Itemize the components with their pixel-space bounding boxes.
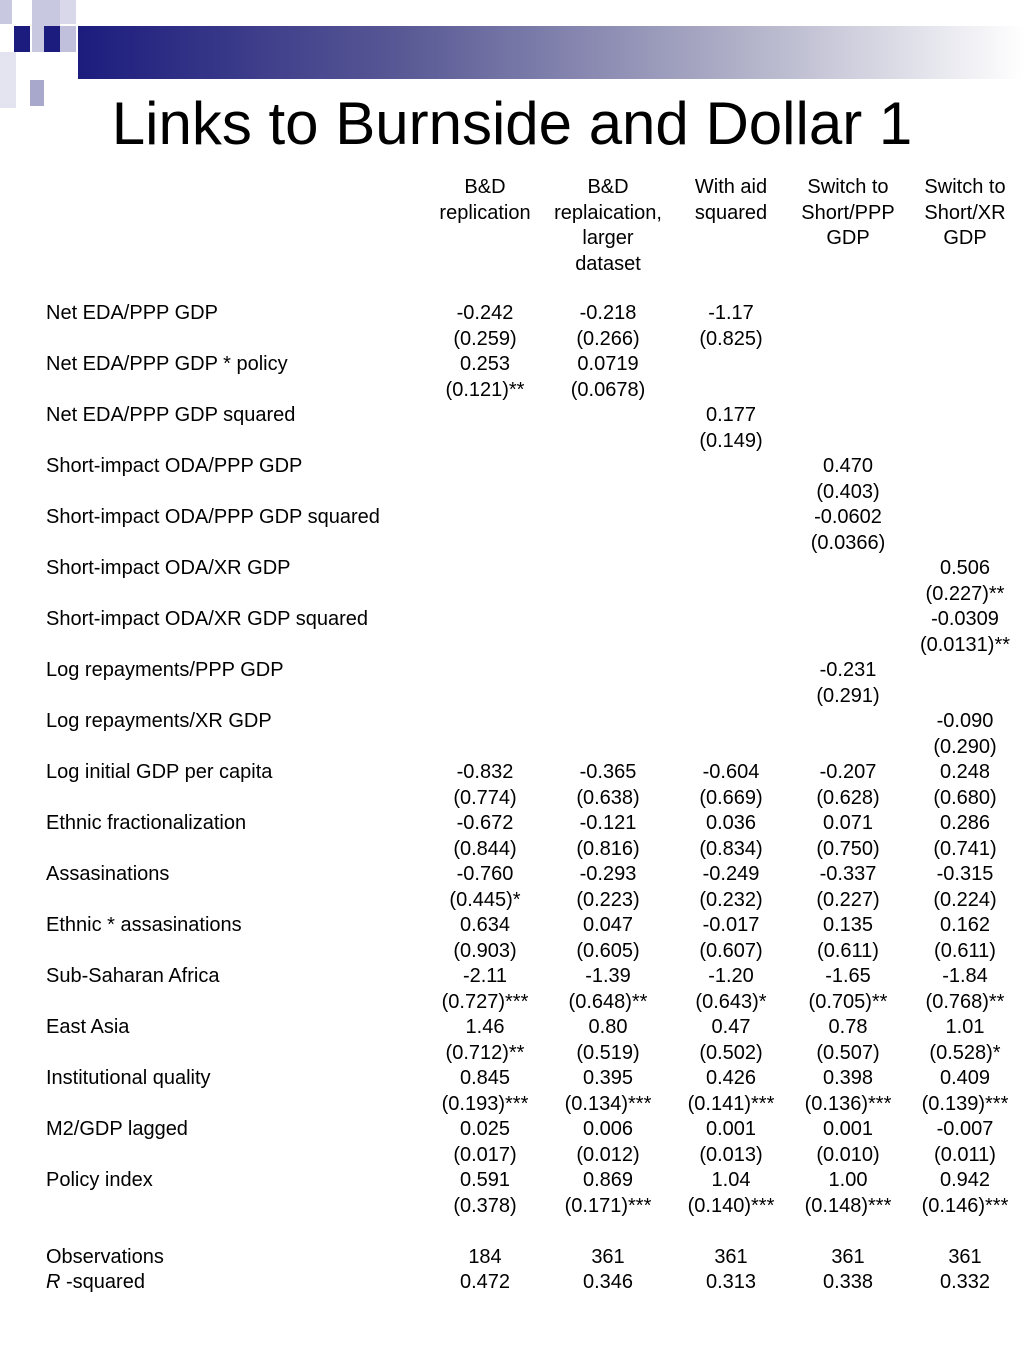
standard-error: (0.712)** (445, 1041, 525, 1064)
standard-error: (0.816) (576, 837, 640, 860)
row-label: Log repayments/XR GDP (46, 710, 272, 732)
standard-error: (0.0131)** (919, 633, 1011, 656)
coefficient-value: -0.121 (579, 812, 637, 834)
standard-error: (0.774) (453, 786, 517, 809)
coefficient-value: -1.17 (708, 302, 754, 324)
coefficient-value: 0.506 (939, 557, 991, 579)
coefficient-value: 0.395 (582, 1067, 634, 1089)
row-label: Log initial GDP per capita (46, 761, 273, 783)
standard-error: (0.750) (816, 837, 880, 860)
r-symbol: R (46, 1271, 61, 1293)
footer-value: 184 (468, 1245, 502, 1268)
deco-square (0, 0, 12, 24)
row-label: Short-impact ODA/XR GDP squared (46, 608, 368, 630)
standard-error: (0.141)*** (687, 1092, 775, 1115)
row-label: Short-impact ODA/XR GDP (46, 557, 291, 579)
column-header: With aid squared (694, 176, 768, 224)
standard-error: (0.903) (453, 939, 517, 962)
row-label: Net EDA/PPP GDP squared (46, 404, 296, 426)
row-label: Short-impact ODA/PPP GDP squared (46, 506, 380, 528)
coefficient-value: 0.426 (705, 1067, 757, 1089)
coefficient-value: -0.760 (456, 863, 514, 885)
standard-error: (0.011) (934, 1143, 996, 1166)
coefficient-value: 0.177 (705, 404, 757, 426)
coefficient-value: 0.942 (939, 1169, 991, 1191)
standard-error: (0.171)*** (564, 1194, 652, 1217)
standard-error: (0.638) (576, 786, 640, 809)
standard-error: (0.010) (816, 1143, 880, 1166)
column-header: B&D replication (439, 176, 531, 224)
footer-value: 361 (831, 1245, 865, 1268)
standard-error: (0.0678) (570, 378, 646, 401)
row-label: Ethnic * assasinations (46, 914, 242, 936)
coefficient-value: 0.253 (459, 353, 511, 375)
standard-error: (0.013) (699, 1143, 763, 1166)
standard-error: (0.528)* (929, 1041, 1001, 1064)
standard-error: (0.121)** (445, 378, 525, 401)
coefficient-value: -1.84 (942, 965, 988, 987)
coefficient-value: 0.001 (705, 1118, 757, 1140)
standard-error: (0.227) (816, 888, 880, 911)
standard-error: (0.227)** (925, 582, 1005, 605)
footer-value: 0.338 (822, 1271, 874, 1293)
standard-error: (0.140)*** (687, 1194, 775, 1217)
standard-error: (0.611) (817, 939, 879, 962)
coefficient-value: 0.869 (582, 1169, 634, 1191)
coefficient-value: 0.845 (459, 1067, 511, 1089)
coefficient-value: -0.207 (819, 761, 877, 783)
coefficient-value: 0.0719 (577, 353, 639, 375)
slide-title: Links to Burnside and Dollar 1 (111, 90, 913, 157)
coefficient-value: 0.409 (939, 1067, 991, 1089)
coefficient-value: 0.001 (822, 1118, 874, 1140)
column-header: B&D replaication, larger dataset (554, 176, 662, 275)
coefficient-value: -0.337 (819, 863, 877, 885)
standard-error: (0.669) (699, 786, 763, 809)
row-label: Short-impact ODA/PPP GDP (46, 455, 303, 477)
coefficient-value: 0.248 (939, 761, 991, 783)
coefficient-value: 0.78 (828, 1016, 868, 1038)
standard-error: (0.193)*** (441, 1092, 529, 1115)
column-header: Switch to Short/XR GDP (924, 176, 1006, 249)
standard-error: (0.134)*** (564, 1092, 652, 1115)
standard-error: (0.844) (453, 837, 517, 860)
row-label: Ethnic fractionalization (46, 812, 247, 834)
coefficient-value: -0.0602 (814, 506, 882, 528)
standard-error: (0.705)** (808, 990, 888, 1013)
standard-error: (0.502) (699, 1041, 763, 1064)
footer-value: 0.346 (582, 1271, 634, 1293)
footer-value: 0.313 (705, 1271, 757, 1293)
standard-error: (0.519) (576, 1041, 640, 1064)
row-label: East Asia (46, 1016, 130, 1038)
column-header: Switch to Short/PPP GDP (801, 176, 895, 249)
footer-value: 361 (591, 1245, 625, 1268)
coefficient-value: -0.090 (936, 710, 994, 732)
coefficient-value: 1.01 (945, 1016, 985, 1038)
standard-error: (0.223) (576, 888, 640, 911)
coefficient-value: 0.80 (588, 1016, 628, 1038)
standard-error: (0.136)*** (804, 1092, 892, 1115)
coefficient-value: -0.242 (456, 302, 514, 324)
coefficient-value: 0.47 (711, 1016, 751, 1038)
coefficient-value: -0.293 (579, 863, 637, 885)
standard-error: (0.0366) (810, 531, 886, 554)
header-gradient-bar (78, 26, 1024, 79)
standard-error: (0.012) (576, 1143, 640, 1166)
standard-error: (0.741) (933, 837, 997, 860)
coefficient-value: 0.006 (582, 1118, 634, 1140)
deco-square (60, 0, 76, 24)
standard-error: (0.648)** (568, 990, 648, 1013)
coefficient-value: -0.604 (702, 761, 760, 783)
standard-error: (0.148)*** (804, 1194, 892, 1217)
deco-square (60, 26, 76, 52)
footer-label: Observations (46, 1245, 164, 1268)
standard-error: (0.146)*** (921, 1194, 1009, 1217)
coefficient-value: 0.047 (582, 914, 634, 936)
footer-label: R -squared (46, 1271, 145, 1293)
standard-error: (0.445)* (449, 888, 521, 911)
footer-value: 361 (714, 1245, 748, 1268)
standard-error: (0.507) (816, 1041, 880, 1064)
coefficient-value: 1.00 (828, 1169, 868, 1191)
row-label: M2/GDP lagged (46, 1118, 188, 1140)
coefficient-value: 0.398 (822, 1067, 874, 1089)
coefficient-value: 0.286 (939, 812, 991, 834)
standard-error: (0.017) (453, 1143, 517, 1166)
coefficient-value: -0.672 (456, 812, 514, 834)
standard-error: (0.643)* (695, 990, 767, 1013)
row-label: Net EDA/PPP GDP * policy (46, 353, 288, 375)
row-label: Assasinations (46, 863, 170, 885)
standard-error: (0.834) (699, 837, 763, 860)
standard-error: (0.259) (453, 327, 517, 350)
standard-error: (0.290) (933, 735, 997, 758)
coefficient-value: -0.0309 (931, 608, 999, 630)
deco-square (44, 26, 60, 52)
standard-error: (0.628) (816, 786, 880, 809)
standard-error: (0.607) (699, 939, 763, 962)
standard-error: (0.727)*** (441, 990, 529, 1013)
coefficient-value: -1.39 (585, 965, 631, 987)
standard-error: (0.291) (816, 684, 880, 707)
footer-value: 0.472 (459, 1271, 511, 1293)
coefficient-value: -0.249 (702, 863, 760, 885)
standard-error: (0.605) (576, 939, 640, 962)
row-label: Institutional quality (46, 1067, 211, 1089)
coefficient-value: -1.20 (708, 965, 754, 987)
standard-error: (0.768)** (925, 990, 1005, 1013)
standard-error: (0.266) (576, 327, 640, 350)
coefficient-value: -0.007 (936, 1118, 994, 1140)
coefficient-value: -0.832 (456, 761, 514, 783)
footer-value: 0.332 (939, 1271, 991, 1293)
coefficient-value: 0.071 (822, 812, 874, 834)
coefficient-value: -1.65 (825, 965, 871, 987)
standard-error: (0.825) (699, 327, 763, 350)
coefficient-value: 1.46 (465, 1016, 505, 1038)
standard-error: (0.149) (699, 429, 763, 452)
coefficient-value: 0.135 (822, 914, 874, 936)
coefficient-value: 0.025 (459, 1118, 511, 1140)
deco-square (14, 26, 30, 52)
coefficient-value: -0.231 (819, 659, 877, 681)
coefficient-value: -0.315 (936, 863, 994, 885)
coefficient-value: 0.470 (822, 455, 874, 477)
standard-error: (0.224) (933, 888, 997, 911)
coefficient-value: 0.634 (459, 914, 511, 936)
row-label: Policy index (46, 1169, 153, 1191)
row-label: Net EDA/PPP GDP (46, 302, 218, 324)
coefficient-value: -0.365 (579, 761, 637, 783)
footer-value: 361 (948, 1245, 982, 1268)
coefficient-value: 0.162 (939, 914, 991, 936)
standard-error: (0.611) (934, 939, 996, 962)
row-label: Log repayments/PPP GDP (46, 659, 284, 681)
standard-error: (0.403) (816, 480, 880, 503)
coefficient-value: -2.11 (462, 965, 508, 987)
standard-error: (0.378) (453, 1194, 517, 1217)
coefficient-value: 0.036 (705, 812, 757, 834)
row-label: Sub-Saharan Africa (46, 965, 220, 987)
standard-error: (0.139)*** (921, 1092, 1009, 1115)
coefficient-value: 1.04 (711, 1169, 751, 1191)
coefficient-value: 0.591 (459, 1169, 511, 1191)
standard-error: (0.680) (933, 786, 997, 809)
coefficient-value: -0.017 (702, 914, 760, 936)
coefficient-value: -0.218 (579, 302, 637, 324)
standard-error: (0.232) (699, 888, 763, 911)
